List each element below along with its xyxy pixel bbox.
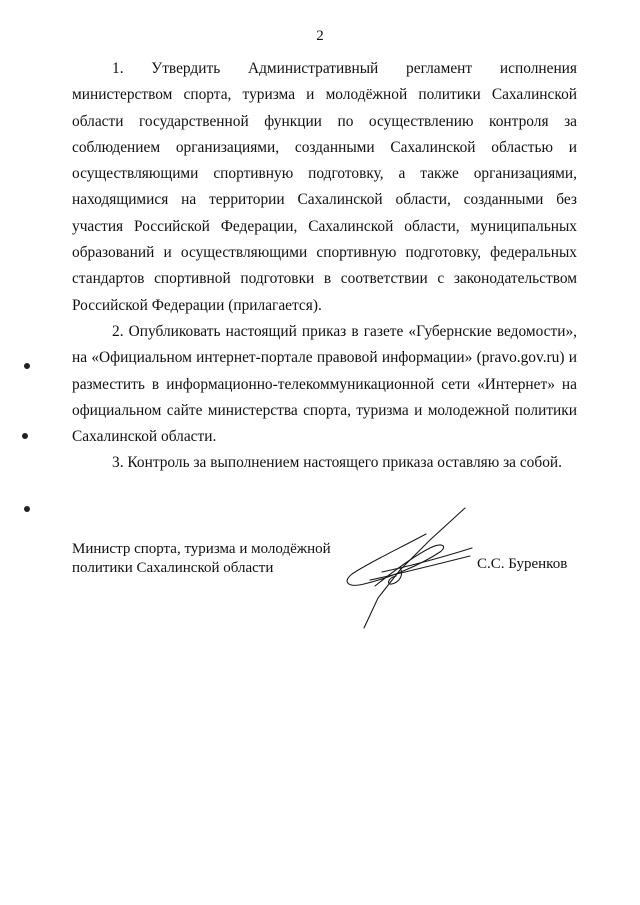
- signatory-position: [72, 540, 331, 578]
- margin-mark: [24, 363, 30, 369]
- document-body: [72, 56, 577, 477]
- signatory-position-line-2: политики Сахалинской области: [72, 560, 274, 576]
- paragraph-2: 2. Опубликовать настоящий приказ в газете «Губернские ведомости», на «Официальном интернет-портале правовой информации» (pravo.gov.ru) и разместить в информационно-телекоммуникационной сети «Интернет» на официальном сайте министерства спорта, туризма и молодежной политики Сахалинской области.: [72, 322, 577, 446]
- paragraph-3: 3. Контроль за выполнением настоящего приказа оставляю за собой.: [112, 454, 562, 472]
- signatory-name: С.С. Буренков: [477, 556, 568, 572]
- signatory-position-line-1: Министр спорта, туризма и молодёжной: [72, 541, 331, 557]
- margin-mark: [24, 506, 30, 512]
- margin-mark: [22, 433, 28, 439]
- handwritten-signature: [330, 500, 480, 640]
- page-number: 2: [316, 28, 324, 44]
- paragraph-1: 1. Утвердить Административный регламент исполнения министерством спорта, туризма и молодёжной политики Сахалинской области государственной функции по осуществлению контроля за соблюдением организациями, созданными Сахалинской областью и осуществляющими спортивную подготовку, а также организациями, находящимися на территории Сахалинской области, созданными без участия Российской Федерации, Сахалинской области, муниципальных образований и осуществляющими спортивную подготовку, федеральных стандартов спортивной подготовки в соответствии с законодательством Российской Федерации (прилагается).: [72, 60, 577, 314]
